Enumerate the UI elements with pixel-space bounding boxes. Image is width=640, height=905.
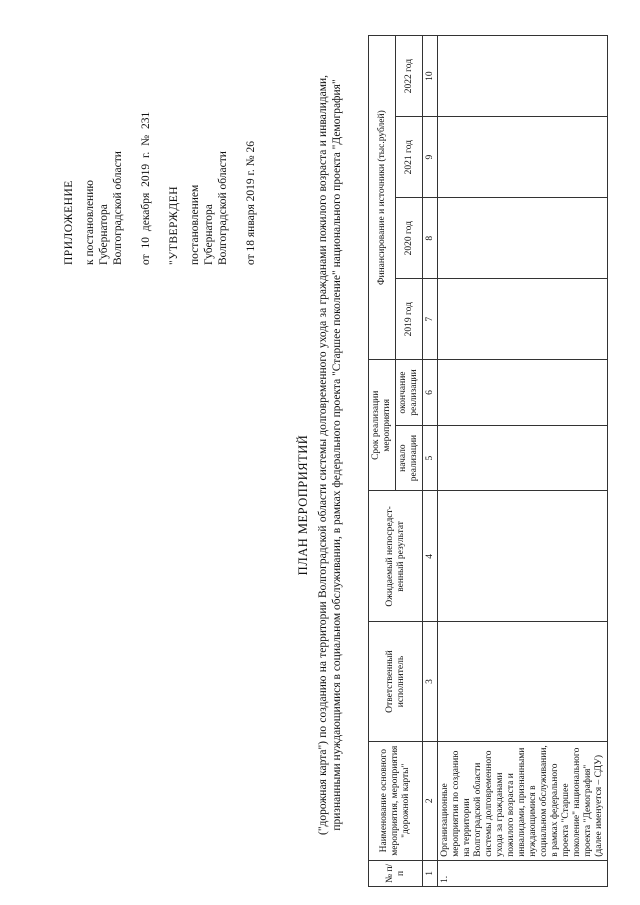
column-number: 5 [423, 425, 438, 491]
table-row [438, 36, 608, 887]
plan-table [368, 35, 608, 887]
header-num: № п/п [369, 860, 423, 886]
approved-line: постановлением [189, 184, 201, 265]
column-number: 1 [423, 860, 438, 886]
row-num: 1. [438, 860, 608, 886]
header-name: Наименование основного мероприятия, мероприятия "дорожной карты" [369, 741, 423, 860]
approved-date: от 18 января 2019 г. № 26 [245, 140, 257, 265]
column-number: 3 [423, 622, 438, 741]
header-year: 2022 год [396, 36, 423, 117]
appendix-heading: ПРИЛОЖЕНИЕ [63, 180, 75, 265]
column-number: 10 [423, 36, 438, 117]
row-2020 [438, 198, 608, 279]
approved-line: Волгоградской области [217, 151, 229, 265]
row-2021 [438, 117, 608, 198]
row-end [438, 360, 608, 426]
approved-line: Губернатора [203, 204, 215, 265]
row-start [438, 425, 608, 491]
column-number: 8 [423, 198, 438, 279]
header-term: Срок реализации мероприятия [369, 360, 396, 491]
row-result [438, 491, 608, 622]
row-2022 [438, 36, 608, 117]
header-year: 2020 год [396, 198, 423, 279]
row-name: Организационные мероприятия по созданию на территории Волгоградской области системы долговременного ухода за гражданами пожилого возраста и инвалидами, признанными нуждающимися в социальном обслуживании, в рамках федерального проекта "Старшее поколение" национального проекта "Демография" (далее именуется – СДУ) [438, 741, 608, 860]
appendix-date: от 10 декабря 2019 г. № 231 [140, 111, 152, 265]
column-number-row [423, 36, 438, 887]
column-number: 4 [423, 491, 438, 622]
appendix-line: Волгоградской области [112, 151, 124, 265]
approved-heading: "УТВЕРЖДЕН [168, 185, 180, 265]
column-number: 2 [423, 741, 438, 860]
column-number: 7 [423, 279, 438, 360]
header-finance: Финансирование и источники (тыс.рублей) [369, 36, 396, 360]
header-result: Ожидаемый непосредст-венный результат [369, 491, 423, 622]
header-term-start: начало реализации [396, 425, 423, 491]
column-number: 9 [423, 117, 438, 198]
document-subtitle: ("дорожная карта") по созданию на территории Волгоградской области системы долговременного ухода за гражданами пожилого возраста и инвалидами, признанными нуждающимися в социальном обслуживании, в рамках федерального проекта "Старшее поколение" национального проекта "Демография" [317, 75, 343, 835]
header-executor: Ответственный исполнитель [369, 622, 423, 741]
document-title: ПЛАН МЕРОПРИЯТИЙ [296, 434, 310, 576]
appendix-block [62, 25, 258, 265]
header-term-end: окончание реализации [396, 360, 423, 426]
appendix-line: к постановлению [84, 180, 96, 265]
row-2019 [438, 279, 608, 360]
column-number: 6 [423, 360, 438, 426]
header-year: 2019 год [396, 279, 423, 360]
row-executor [438, 622, 608, 741]
appendix-line: Губернатора [98, 204, 110, 265]
header-year: 2021 год [396, 117, 423, 198]
